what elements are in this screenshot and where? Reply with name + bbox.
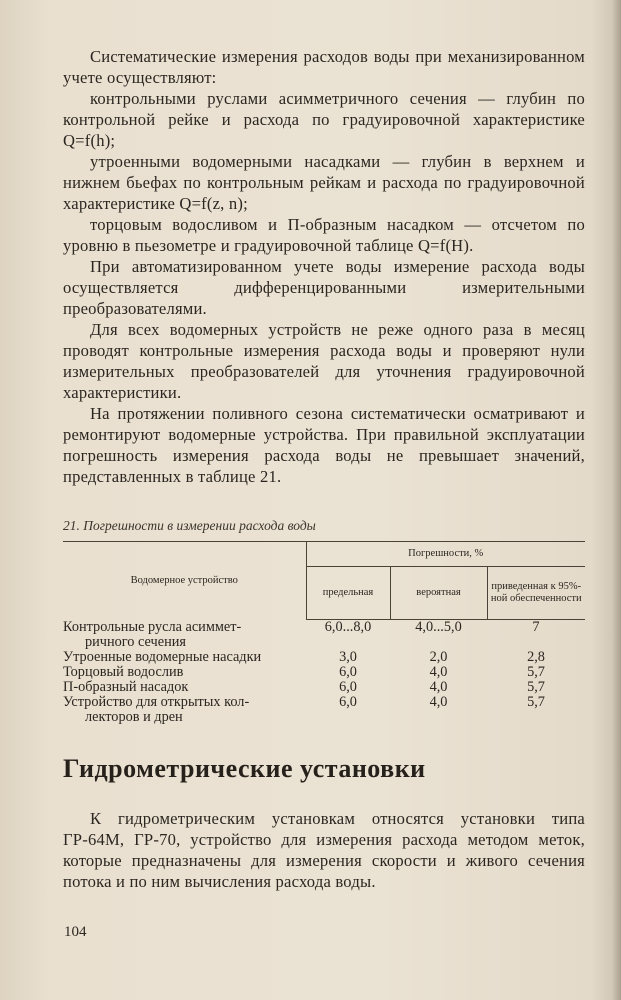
row-reduced-value: 5,7 bbox=[527, 678, 545, 695]
page-edge-shadow bbox=[591, 0, 621, 1000]
row-reduced-value: 2,8 bbox=[527, 648, 545, 665]
subheader-reduced: приведенная к 95%-ной обеспеченности bbox=[487, 567, 585, 620]
row-device-name: Торцовый водослив bbox=[63, 663, 184, 680]
table-row bbox=[63, 650, 585, 665]
paragraph-intro: Систематические измерения расходов воды при механизированном учете осуществляют: bbox=[63, 47, 585, 87]
table-row bbox=[63, 680, 585, 695]
paragraph-tripled-nozzles: утроенными водомерными насадками — глубин в верхнем и нижнем бьефах по контрольным рейкам и расхода по градуировочной характеристике Q=f(z, n); bbox=[63, 152, 585, 213]
section-heading: Гидрометрические установки bbox=[63, 754, 426, 783]
row-probable-value: 4,0 bbox=[429, 678, 448, 695]
paragraph-control-channels: контрольными руслами асимметричного сечения — глубин по контрольной рейке и расхода по градуировочной характеристике Q=f(h); bbox=[63, 89, 585, 150]
row-limit-value: 6,0 bbox=[339, 663, 357, 680]
row-probable-value: 4,0 bbox=[429, 663, 448, 680]
row-reduced-value: 7 bbox=[532, 619, 540, 635]
row-device-name: Утроенные водомерные насадки bbox=[63, 648, 262, 665]
row-reduced-value: 5,7 bbox=[527, 693, 545, 710]
body-text-bottom bbox=[63, 808, 585, 892]
row-probable-value: 2,0 bbox=[429, 648, 448, 665]
row-device-name bbox=[63, 695, 306, 725]
row-limit-value: 6,0...8,0 bbox=[324, 619, 372, 635]
header-errors: Погрешности, % bbox=[306, 542, 585, 567]
row-name-continuation: ричного сечения bbox=[85, 633, 186, 650]
paragraph-maintenance: На протяжении поливного сезона систематически осматривают и ремонтируют водомерные устройства. При правильной эксплуатации погрешность измерения расхода воды не превышает значений, представленных в таблице 21. bbox=[63, 404, 585, 486]
subheader-limit: предельная bbox=[306, 567, 390, 620]
paragraph-weir: торцовым водосливом и П-образным насадком — отсчетом по уровню в пьезометре и градуировочной таблице Q=f(H). bbox=[63, 215, 585, 255]
paragraph-hydrometric: К гидрометрическим установкам относятся установки типа ГР-64М, ГР-70, устройство для измерения расхода методом меток, которые предназначены для измерения скорости и живого сечения потока и по ним вычисления расхода воды. bbox=[63, 809, 585, 891]
row-reduced-value: 5,7 bbox=[527, 663, 545, 680]
table-row bbox=[63, 695, 585, 725]
row-limit-value: 6,0 bbox=[339, 693, 357, 710]
row-device-name bbox=[63, 620, 306, 650]
page-number: 104 bbox=[64, 924, 87, 940]
row-device-name: П-образный насадок bbox=[63, 678, 189, 695]
row-limit-value: 3,0 bbox=[339, 648, 357, 665]
errors-table bbox=[63, 541, 585, 725]
paragraph-automated: При автоматизированном учете воды измерение расхода воды осуществляется дифференцированными измерительными преобразователями. bbox=[63, 257, 585, 318]
subheader-probable: вероятная bbox=[390, 567, 487, 620]
table-row bbox=[63, 620, 585, 650]
header-device: Водомерное устройство bbox=[63, 542, 306, 620]
row-name-line: Устройство для открытых кол- bbox=[63, 693, 250, 710]
row-name-line: Контрольные русла асиммет- bbox=[63, 618, 242, 635]
row-probable-value: 4,0...5,0 bbox=[415, 619, 462, 635]
row-name-continuation: лекторов и дрен bbox=[85, 708, 183, 725]
body-text-top bbox=[63, 46, 585, 487]
row-limit-value: 6,0 bbox=[339, 678, 357, 695]
table-caption: 21. Погрешности в измерении расхода воды bbox=[63, 518, 316, 533]
row-probable-value: 4,0 bbox=[429, 693, 448, 710]
table-row bbox=[63, 665, 585, 680]
paragraph-monthly-checks: Для всех водомерных устройств не реже одного раза в месяц проводят контрольные измерения расхода воды и проверяют нули измерительных преобразователей для уточнения градуировочной характеристики. bbox=[63, 320, 585, 402]
